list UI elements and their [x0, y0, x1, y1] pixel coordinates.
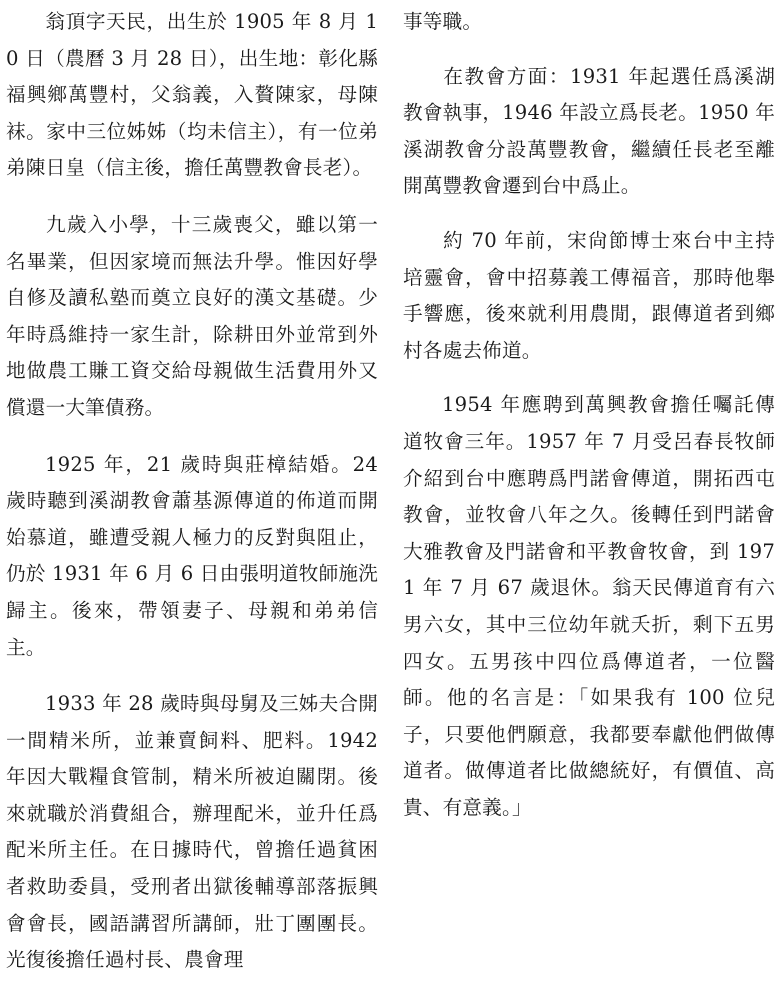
paragraph-evangelism: 約 70 年前，宋尙節博士來台中主持培靈會，會中招募義工傳福音，那時他舉手響應，後來就利用農閒，跟傳道者到鄉村各處去佈道。 [403, 228, 775, 362]
right-column [403, 4, 775, 844]
left-column [6, 4, 378, 999]
paragraph-church-service: 在教會方面：1931 年起選任爲溪湖教會執事，1946 年設立爲長老。1950 年溪湖教會分設萬豐教會，繼續任長老至離開萬豐教會遷到台中爲止。 [403, 64, 775, 198]
paragraph-education: 九歲入小學，十三歲喪父，雖以第一名畢業，但因家境而無法升學。惟因好學自修及讀私塾而奠立良好的漢文基礎。少年時爲維持一家生計，除耕田外並常到外地做農工賺工資交給母親做生活費用外又償還一大筆債務。 [6, 212, 378, 419]
paragraph-career-continued: 事等職。 [403, 10, 483, 33]
paragraph-marriage-conversion: 1925 年，21 歲時與莊樟結婚。24 歲時聽到溪湖教會蕭基源傳道的佈道而開始慕道，雖遭受親人極力的反對與阻止，仍於 1931 年 6 月 6 日由張明道牧師施洗歸主。後來，帶領妻子、母親和弟弟信主。 [6, 452, 378, 659]
paragraph-ministry: 1954 年應聘到萬興教會擔任囑託傳道牧會三年。1957 年 7 月受呂春長牧師介紹到台中應聘爲門諾會傳道，開拓西屯教會，並牧會八年之久。後轉任到門諾會大雅教會及門諾會和平教會牧會，到 1971 年 7 月 67 歲退休。翁天民傳道育有六男六女，其中三位幼年就夭折，剩下五男四女。五男孩中四位爲傳道者，一位醫師。他的名言是：「如果我有 100 位兒子，只要他們願意，我都要奉獻他們做傳道者。做傳道者比做總統好，有價值、高貴、有意義。」 [403, 393, 775, 819]
paragraph-birth: 翁頂字天民，出生於 1905 年 8 月 10 日（農曆 3 月 28 日），出生地：彰化縣福興鄉萬豐村，父翁義，入贅陳家，母陳袜。家中三位姊姊（均未信主），有一位弟弟陳日皇（信主後，擔任萬豐教會長老）。 [6, 10, 378, 180]
paragraph-career: 1933 年 28 歲時與母舅及三姊夫合開一間精米所，並兼賣飼料、肥料。1942 年因大戰糧食管制，精米所被迫關閉。後來就職於消費組合，辦理配米，並升任爲配米所主任。在日據時代，曾擔任過貧困者救助委員，受刑者出獄後輔導部落振興會會長，國語講習所講師，壯丁團團長。光復後擔任過村長、農會理 [6, 692, 378, 972]
